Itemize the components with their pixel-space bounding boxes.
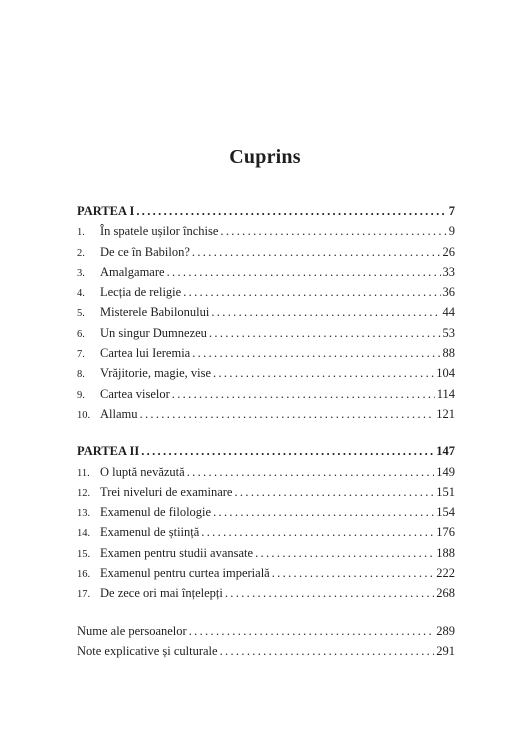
chapter-number: 9. (77, 389, 85, 401)
chapter-title: Examen pentru studii avansate (100, 545, 254, 560)
chapter-title: Amalgamare (100, 264, 165, 279)
page-number: 149 (436, 464, 455, 479)
toc-chapter-entry[interactable] (77, 505, 455, 525)
chapter-number: 12. (77, 487, 91, 499)
page-number: 121 (436, 406, 455, 421)
page-number: 268 (436, 586, 455, 601)
leader-dots (187, 465, 435, 480)
leader-dots (172, 387, 435, 402)
chapter-number: 17. (77, 589, 91, 601)
leader-dots (209, 326, 441, 341)
chapter-title: Allamu (100, 406, 138, 421)
chapter-title: Trei niveluri de examinare (100, 484, 233, 499)
chapter-number: 3. (77, 267, 85, 279)
chapter-number: 6. (77, 328, 85, 340)
part-label: PARTEA I (77, 204, 135, 218)
chapter-title: Examenul de filologie (100, 505, 212, 520)
leader-dots (189, 624, 435, 639)
toc-chapter-entry[interactable] (77, 305, 455, 325)
leader-dots (255, 546, 434, 561)
appendix-list (77, 624, 455, 665)
leader-dots (183, 285, 440, 300)
page-number: 147 (436, 444, 455, 459)
page-number: 88 (442, 346, 455, 361)
chapter-title: Examenul de știință (100, 525, 200, 540)
chapter-number: 14. (77, 528, 91, 540)
leader-dots (192, 245, 441, 260)
page-number: 9 (448, 224, 455, 239)
page-number: 26 (442, 244, 455, 259)
page-number: 222 (436, 566, 455, 581)
chapter-title: De ce în Babilon? (100, 244, 190, 259)
toc-chapter-entry[interactable] (77, 566, 455, 586)
page-number: 44 (442, 305, 455, 320)
chapter-number: 16. (77, 569, 91, 581)
chapter-number: 8. (77, 369, 85, 381)
leader-dots (140, 407, 435, 422)
toc-chapter-entry[interactable] (77, 285, 455, 305)
toc-chapter-entry[interactable] (77, 465, 455, 485)
chapter-title: Un singur Dumnezeu (100, 325, 207, 340)
page-number: 291 (436, 643, 455, 658)
toc-chapter-entry[interactable] (77, 346, 455, 366)
chapter-number: 11. (77, 467, 90, 479)
toc-chapter-entry[interactable] (77, 326, 455, 346)
leader-dots (192, 346, 440, 361)
chapter-title: În spatele ușilor închise (100, 224, 219, 239)
part-label: PARTEA II (77, 444, 140, 459)
appendix-title: Note explicative și culturale (77, 643, 218, 658)
toc-chapter-entry[interactable] (77, 586, 455, 606)
leader-dots (201, 525, 434, 540)
chapter-title: O luptă nevăzută (100, 464, 185, 479)
chapter-title: Lecția de religie (100, 285, 182, 300)
chapter-number: 15. (77, 548, 91, 560)
leader-dots (220, 644, 435, 659)
chapter-number: 2. (77, 247, 85, 259)
page-title: Cuprins (229, 146, 301, 168)
page-number: 289 (436, 623, 455, 638)
appendix-title: Nume ale persoanelor (77, 623, 187, 638)
chapter-number: 5. (77, 308, 85, 320)
part-2-chapter-list (77, 465, 455, 607)
table-of-contents (77, 204, 455, 664)
leader-dots (225, 586, 434, 601)
chapter-title: Cartea lui Ieremia (100, 346, 191, 361)
chapter-title: Vrăjitorie, magie, vise (100, 366, 212, 381)
chapter-title: Examenul pentru curtea imperială (100, 566, 270, 581)
leader-dots (211, 305, 440, 320)
leader-dots (272, 566, 435, 581)
toc-part-1[interactable] (77, 204, 455, 224)
leader-dots (234, 485, 434, 500)
chapter-title: Cartea viselor (100, 386, 170, 401)
page-number: 53 (442, 325, 455, 340)
chapter-title: De zece ori mai înțelepți (100, 586, 223, 601)
leader-dots (141, 444, 434, 459)
page-number: 154 (436, 505, 455, 520)
toc-chapter-entry[interactable] (77, 407, 455, 427)
toc-chapter-entry[interactable] (77, 546, 455, 566)
chapter-number: 10. (77, 409, 91, 421)
toc-chapter-entry[interactable] (77, 265, 455, 285)
page-number: 104 (436, 366, 455, 381)
leader-dots (136, 204, 446, 219)
leader-dots (220, 224, 446, 239)
leader-dots (167, 265, 441, 280)
toc-part-2[interactable] (77, 444, 455, 464)
leader-dots (213, 366, 434, 381)
page-number: 36 (442, 285, 455, 300)
toc-appendix-entry[interactable] (77, 644, 455, 664)
chapter-number: 4. (77, 288, 85, 300)
page-number: 114 (436, 386, 455, 401)
chapter-title: Misterele Babilonului (100, 305, 210, 320)
page-number: 188 (436, 545, 455, 560)
page-number: 7 (448, 204, 455, 218)
toc-appendix-entry[interactable] (77, 624, 455, 644)
chapter-number: 7. (77, 349, 85, 361)
toc-chapter-entry[interactable] (77, 224, 455, 244)
toc-chapter-entry[interactable] (77, 366, 455, 386)
toc-chapter-entry[interactable] (77, 485, 455, 505)
part-1-chapter-list (77, 224, 455, 427)
page-number: 151 (436, 484, 455, 499)
page-number: 33 (442, 264, 455, 279)
page-number: 176 (436, 525, 455, 540)
toc-chapter-entry[interactable] (77, 387, 455, 407)
chapter-number: 1. (77, 227, 85, 239)
toc-chapter-entry[interactable] (77, 525, 455, 545)
toc-chapter-entry[interactable] (77, 245, 455, 265)
chapter-number: 13. (77, 508, 91, 520)
leader-dots (213, 505, 434, 520)
